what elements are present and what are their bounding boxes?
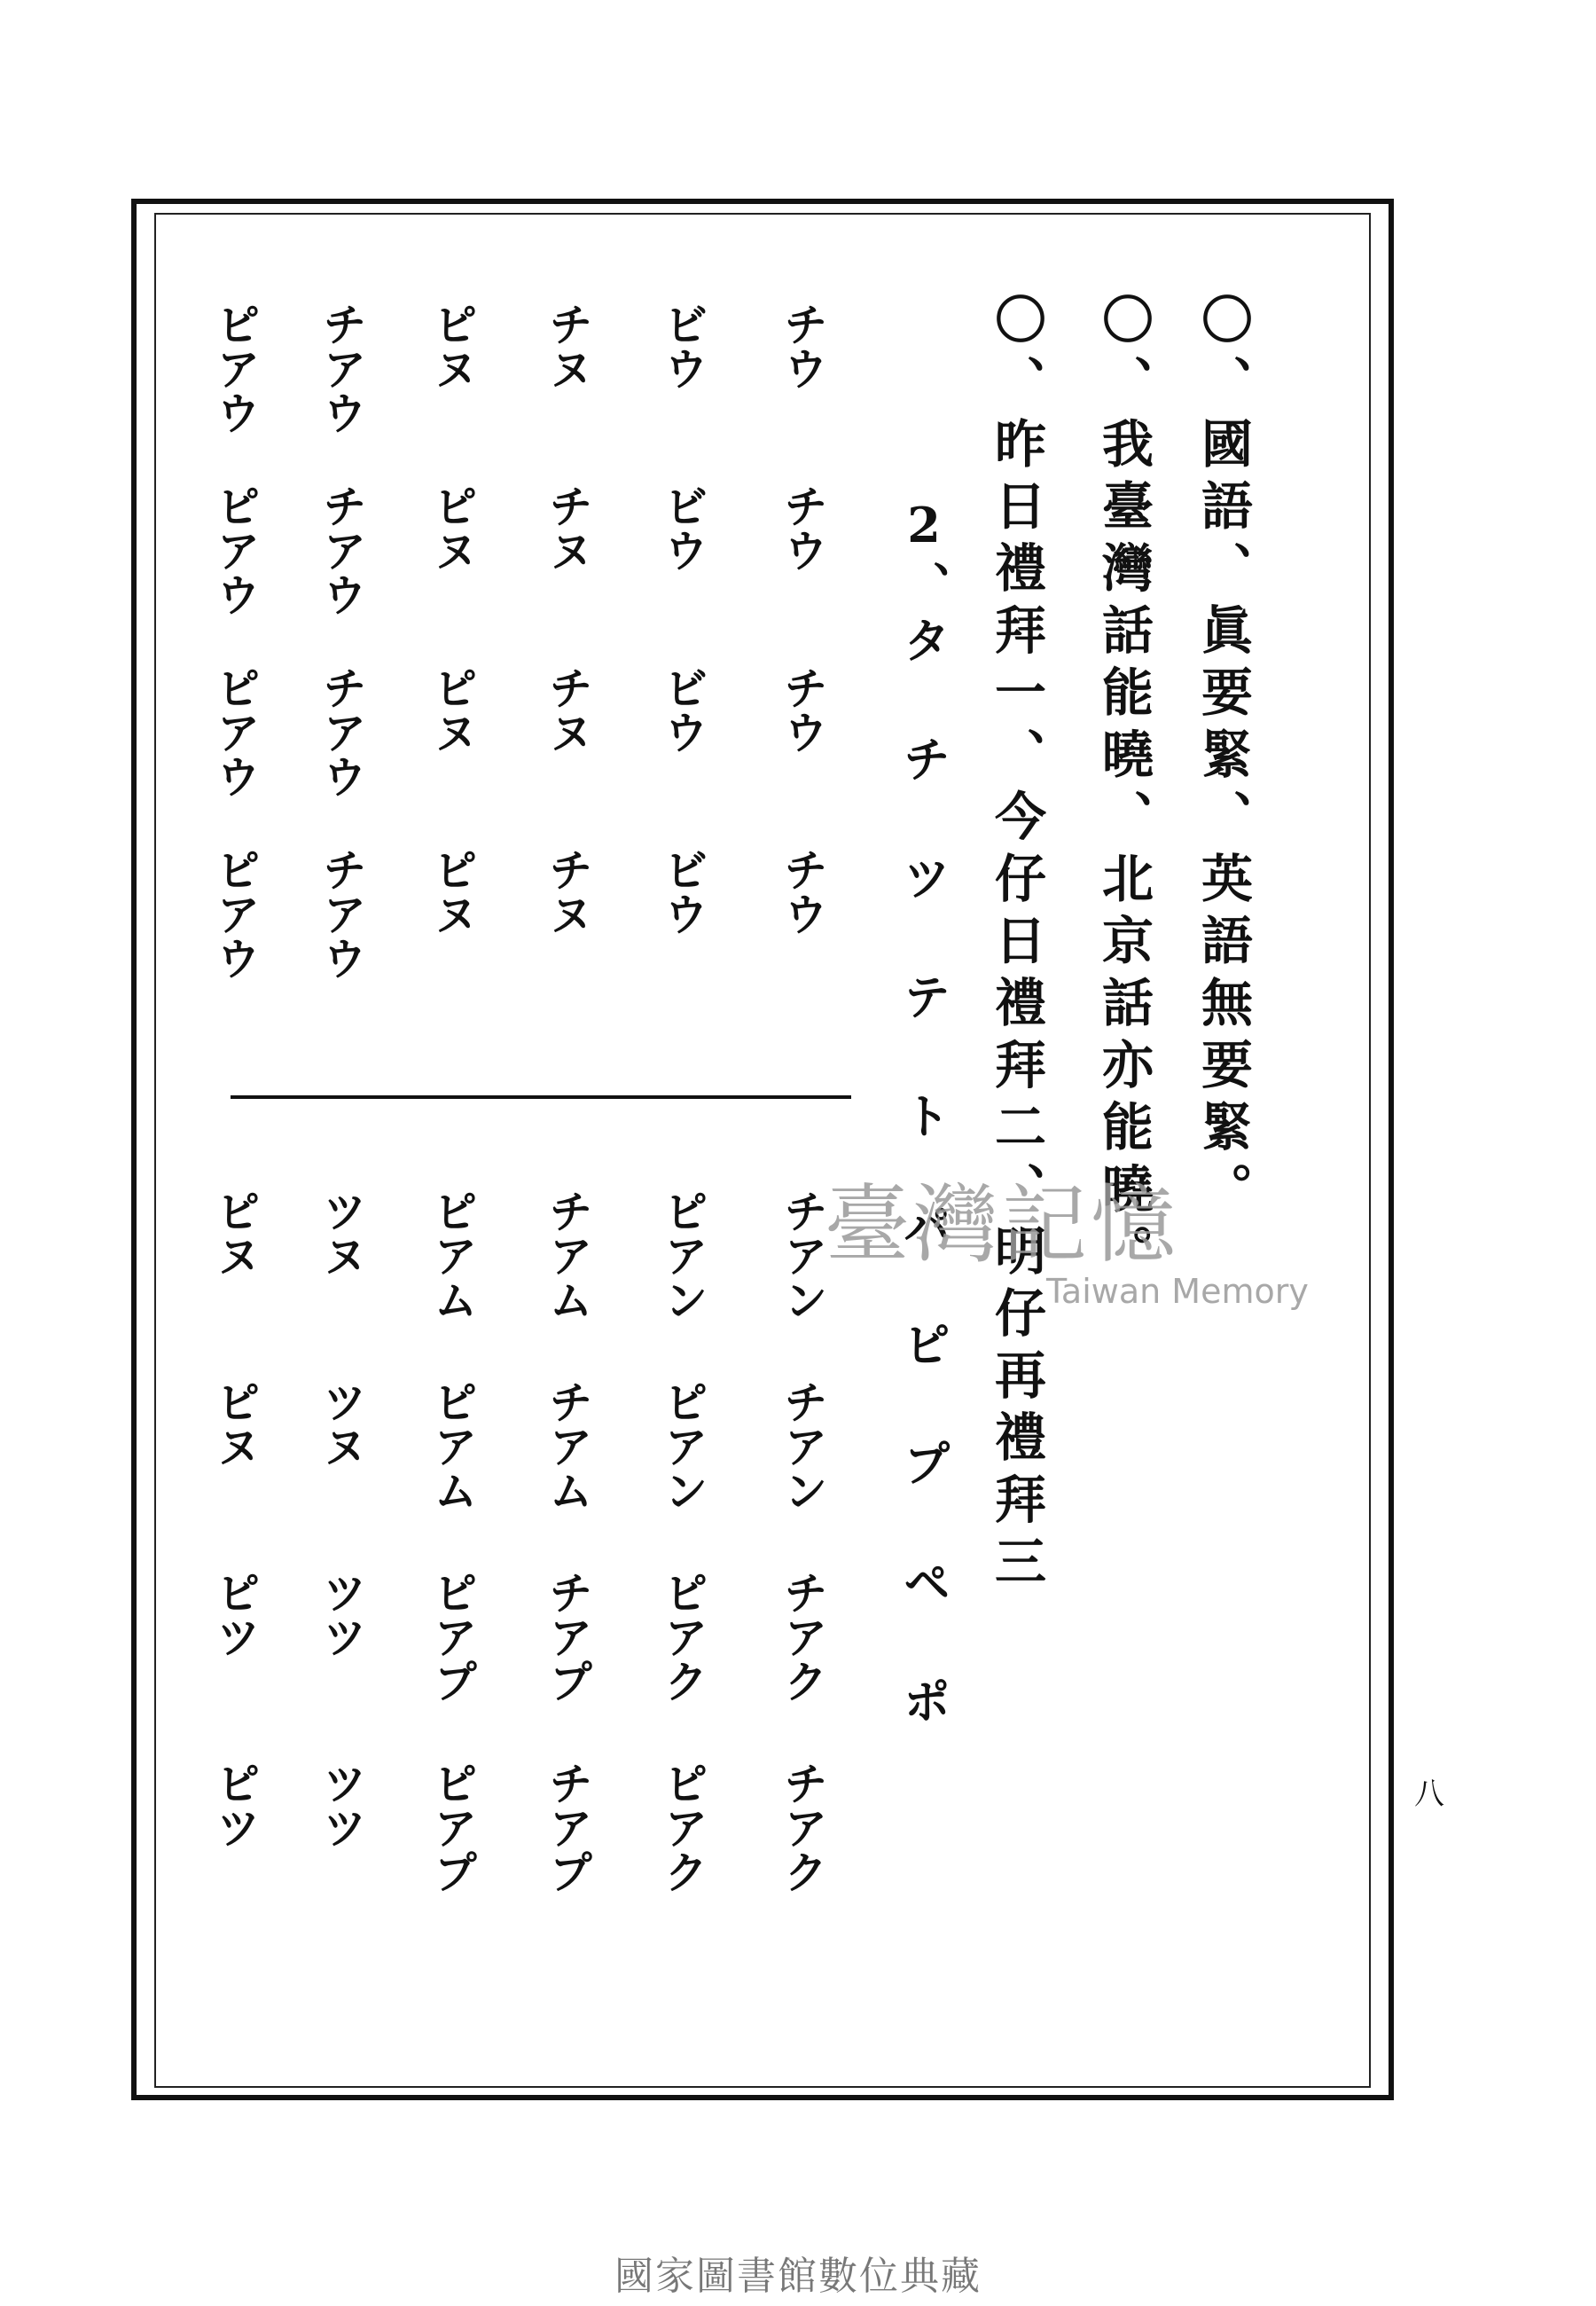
kana-cell: ピヌ xyxy=(426,483,479,572)
kana-cell: ビウ xyxy=(657,302,709,390)
kana-cell: ピアク xyxy=(657,1570,709,1703)
sentence-3: 〇、昨日禮拜一、今仔日禮拜二、明仔再禮拜三 xyxy=(986,293,1046,1596)
kana-cell: ツヌ xyxy=(316,1188,368,1277)
section-divider xyxy=(231,1095,851,1099)
kana-cell: ツツ xyxy=(316,1570,368,1659)
footer-credit: 國家圖書館數位典藏 xyxy=(614,2254,982,2299)
kana-cell: ピアウ xyxy=(209,483,262,616)
kana-cell: チアウ xyxy=(316,302,368,435)
page-number: 八 xyxy=(1414,1777,1444,1812)
kana-cell: ビウ xyxy=(657,665,709,754)
kana-cell: ツヌ xyxy=(316,1379,368,1468)
kana-cell: ピヌ xyxy=(209,1188,262,1277)
kana-cell: ピアプ xyxy=(426,1761,479,1894)
kana-cell: チウ xyxy=(777,483,829,572)
kana-cell: ピアク xyxy=(657,1761,709,1894)
kana-cell: チアウ xyxy=(316,847,368,980)
kana-cell: チウ xyxy=(777,665,829,754)
kana-cell: ピアム xyxy=(426,1188,479,1322)
watermark-chinese: 臺灣記憶 xyxy=(825,1175,1179,1275)
kana-cell: チヌ xyxy=(542,847,594,936)
kana-cell: チアム xyxy=(542,1188,594,1322)
kana-cell: チアン xyxy=(777,1188,829,1322)
kana-cell: チヌ xyxy=(542,665,594,754)
kana-cell: チアプ xyxy=(542,1570,594,1703)
sentence-1: 〇、國語、眞要緊、英語無要緊。 xyxy=(1193,293,1253,1224)
watermark xyxy=(825,1157,1309,1311)
kana-cell: チアム xyxy=(542,1379,594,1512)
kana-cell: ピアプ xyxy=(426,1570,479,1703)
kana-cell: ピアウ xyxy=(209,302,262,435)
kana-cell: チヌ xyxy=(542,483,594,572)
kana-cell: チアン xyxy=(777,1379,829,1512)
kana-cell: ピヌ xyxy=(209,1379,262,1468)
kana-cell: ビウ xyxy=(657,847,709,936)
kana-cell: ピアウ xyxy=(209,847,262,980)
kana-cell: チアウ xyxy=(316,483,368,616)
kana-cell: チアク xyxy=(777,1570,829,1703)
kana-cell: ピヌ xyxy=(426,302,479,390)
kana-cell: ピヌ xyxy=(426,847,479,936)
kana-cell: チアク xyxy=(777,1761,829,1894)
kana-cell: ピツ xyxy=(209,1761,262,1849)
kana-cell: ピヌ xyxy=(426,665,479,754)
kana-cell: ツツ xyxy=(316,1761,368,1849)
sentence-2: 〇、我臺灣話能曉、北京話亦能曉。 xyxy=(1093,293,1154,1286)
kana-cell: ビウ xyxy=(657,483,709,572)
kana-cell: チウ xyxy=(777,302,829,390)
kana-cell: チウ xyxy=(777,847,829,936)
kana-cell: ピアン xyxy=(657,1188,709,1322)
kana-cell: ピアム xyxy=(426,1379,479,1512)
kana-cell: ピアウ xyxy=(209,665,262,798)
kana-cell: チアウ xyxy=(316,665,368,798)
section-label: 2、タ チ ツ テ ト パ ピ プ ペ ポ xyxy=(896,497,952,1731)
kana-cell: ピアン xyxy=(657,1379,709,1512)
kana-cell: チヌ xyxy=(542,302,594,390)
kana-cell: ピツ xyxy=(209,1570,262,1659)
watermark-english: Taiwan Memory xyxy=(1046,1272,1309,1311)
kana-cell: チアプ xyxy=(542,1761,594,1894)
